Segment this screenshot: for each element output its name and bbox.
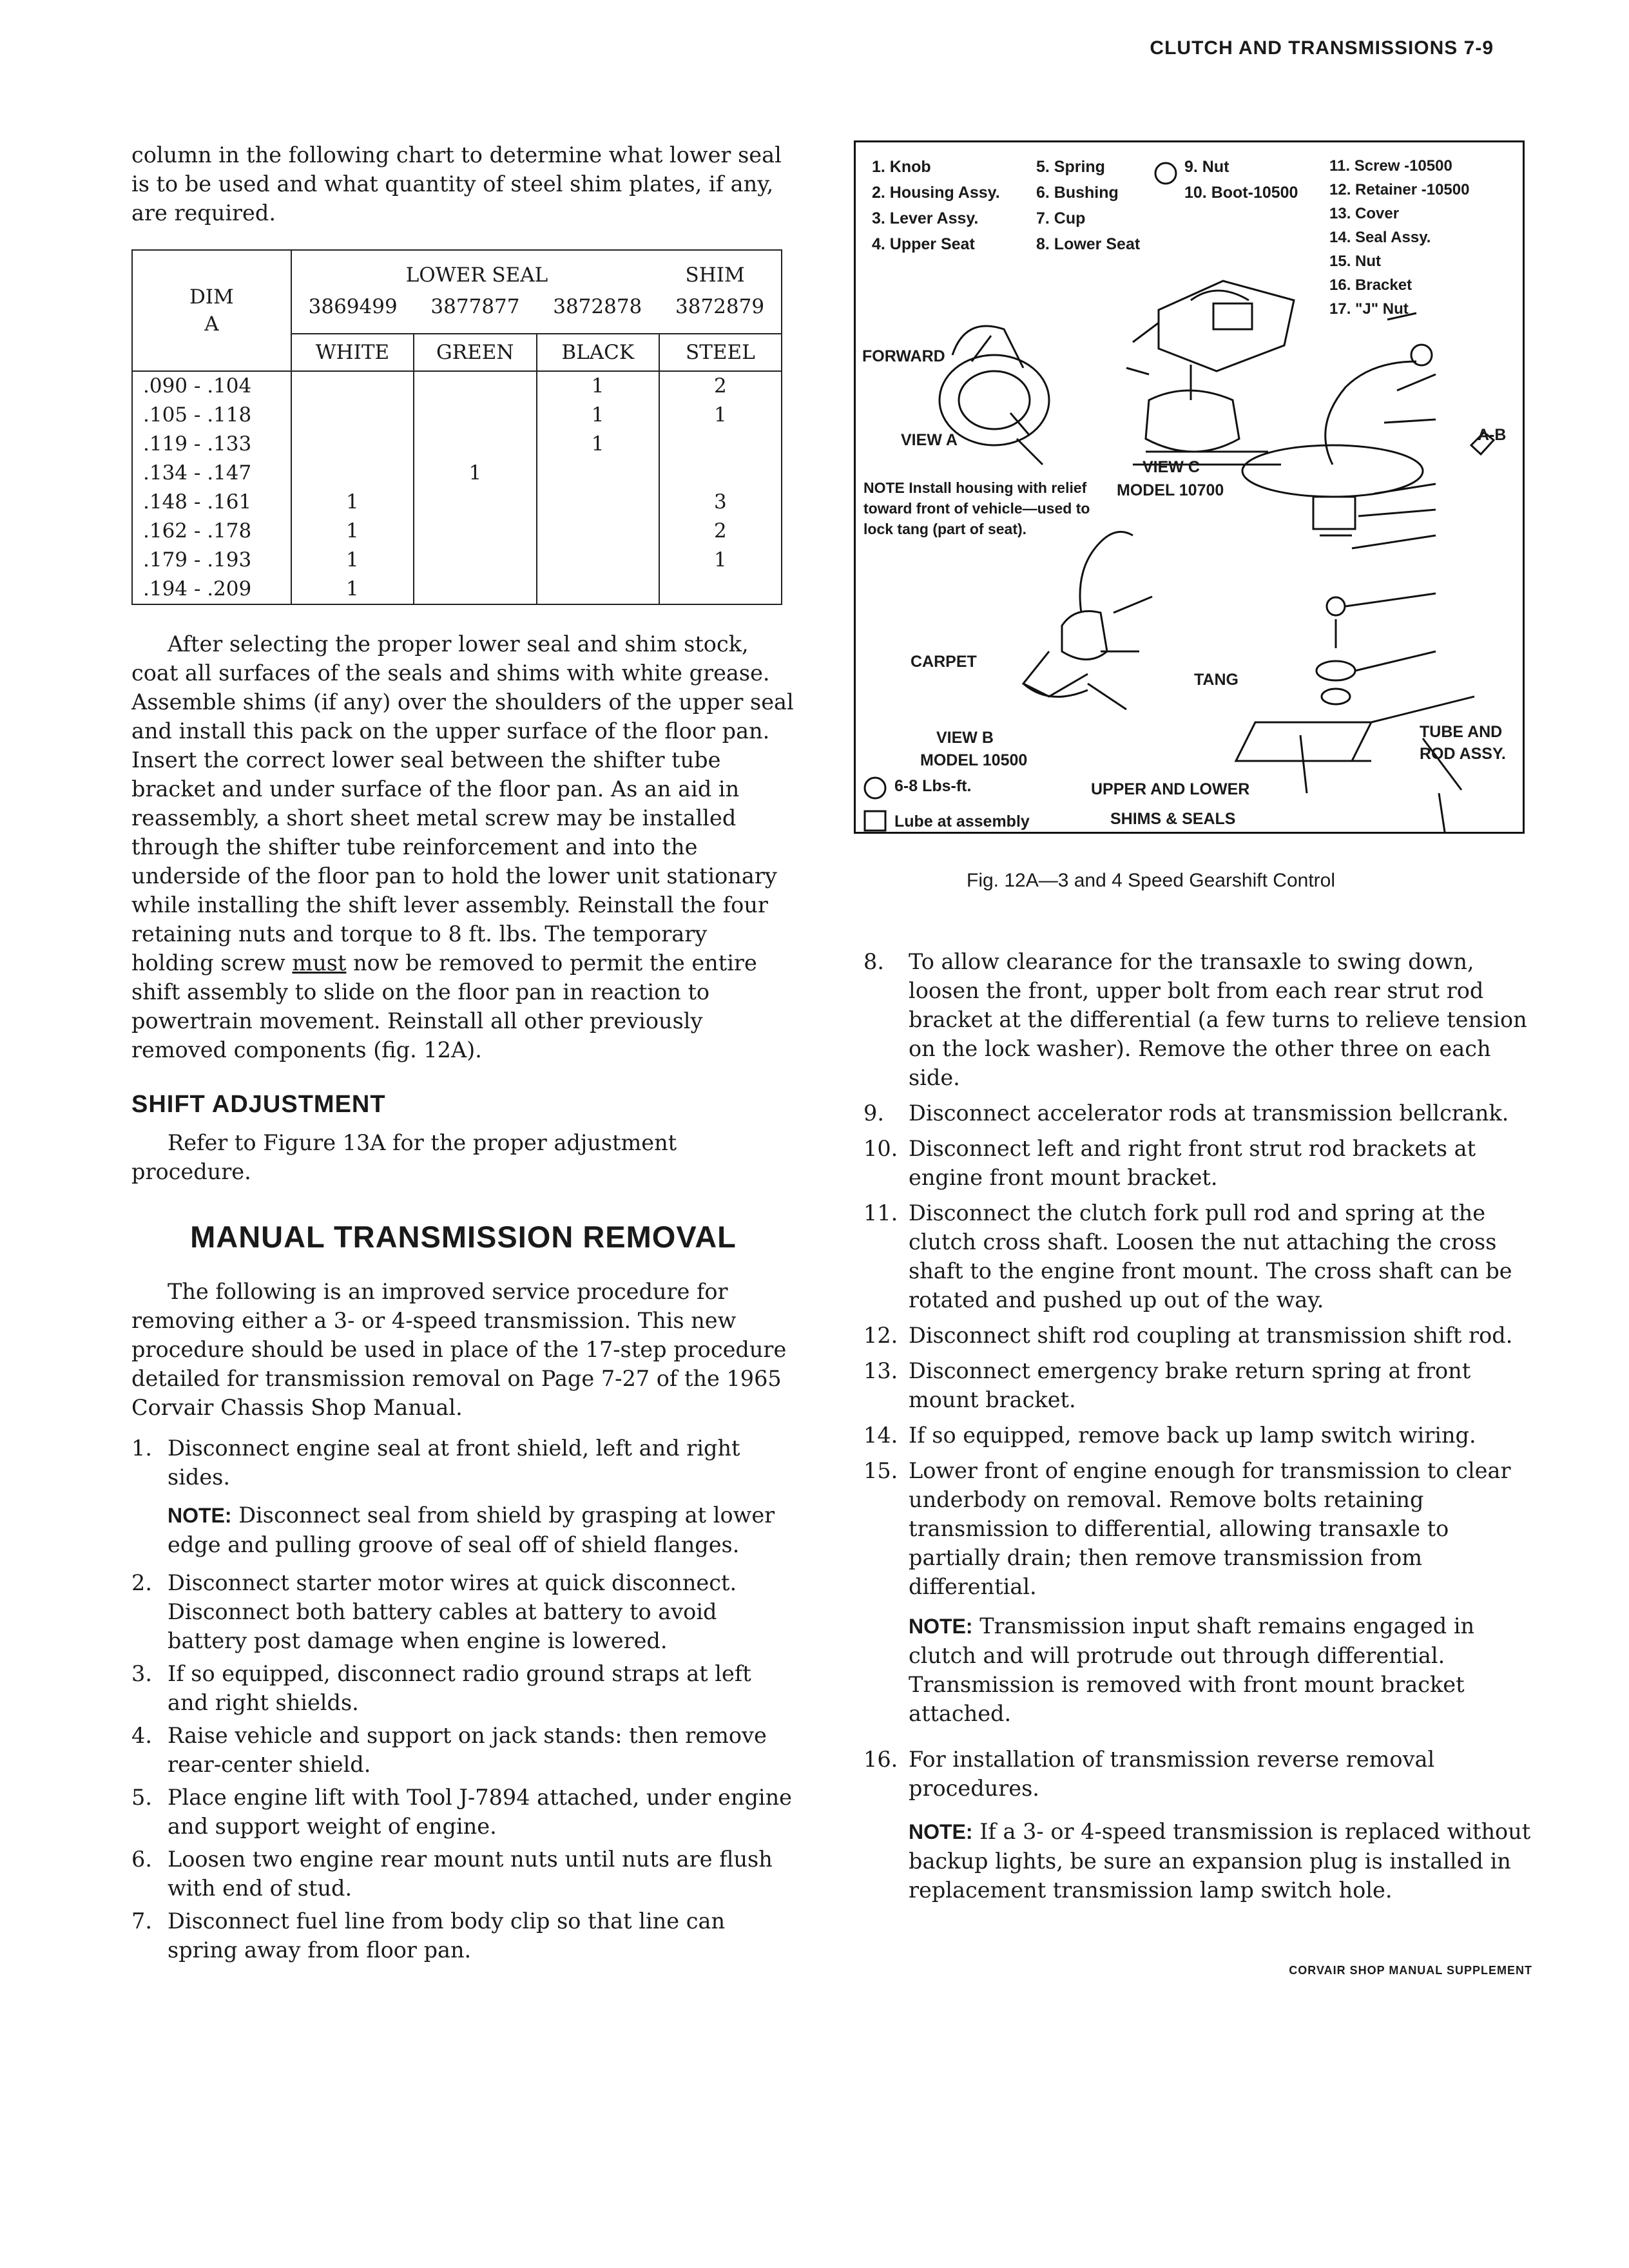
removal-intro: The following is an improved service procedure for removing either a 3- or 4-speed transmission. This new procedure should be used in place of the 17-step procedure detailed for transmission removal on Page 7-27 of the 1965 Corvair Chassis Shop Manual. (131, 1279, 787, 1420)
assembly-text-end: now be removed to permit the entire shift assembly to slide on the floor pan in reaction to powertrain movement. Reinstall all other previously removed components (fig. 12A). (131, 950, 757, 1062)
seal-row (132, 575, 782, 604)
view-c-label: VIEW C (1142, 458, 1200, 476)
seal-cell-green (414, 430, 536, 459)
tang-label: TANG (1194, 671, 1239, 689)
shift-adjustment-text: Refer to Figure 13A for the proper adjustment procedure. (131, 1130, 677, 1184)
install-note: NOTE Install housing with relief toward front of vehicle—used to lock tang (part of seat). (863, 479, 1090, 537)
figure-caption: Fig. 12A—3 and 4 Speed Gearshift Control (967, 870, 1335, 891)
legend-item: 9. Nut (1184, 158, 1229, 176)
step-number: 4. (131, 1723, 152, 1748)
step-14 (863, 1421, 1537, 1450)
seal-cell-steel: 1 (659, 546, 782, 575)
step-number: 13. (863, 1358, 898, 1383)
step-number: 9. (863, 1100, 884, 1126)
page-header: CLUTCH AND TRANSMISSIONS 7-9 (1150, 37, 1494, 59)
legend-col-1 (872, 154, 1000, 257)
seal-cell-white: 1 (291, 488, 414, 517)
step-number: 7. (131, 1908, 152, 1934)
step-text: Disconnect accelerator rods at transmission bellcrank. (909, 1100, 1509, 1126)
color-black: BLACK (537, 334, 659, 371)
legend-item: 15. Nut (1329, 253, 1382, 270)
legend-item: 12. Retainer -10500 (1329, 181, 1470, 198)
assembly-text: After selecting the proper lower seal and shim stock, coat all surfaces of the seals and shims with white grease. Assemble shims (if any) over the shoulders of the upper seal and install this pack on the upper surface of the floor pan. Insert the correct lower seal between the shifter tube bracket and under surface of the floor pan. As an aid in reassembly, a short sheet metal screw may be installed through the shifter tube reinforcement and into the underside of the floor pan to hold the lower unit stationary while installing the shift lever assembly. Reinstall the four retaining nuts and torque to 8 ft. lbs. The temporary holding screw (131, 631, 794, 975)
seal-cell-dim: .119 - .133 (132, 430, 291, 459)
note-label: NOTE: (909, 1615, 973, 1638)
step-number: 8. (863, 949, 884, 974)
seal-cell-white: 1 (291, 546, 414, 575)
torque-label: 6-8 Lbs-ft. (894, 777, 972, 795)
note-text: If a 3- or 4-speed transmission is replaced without backup lights, be sure an expansion plug is installed in replacement transmission lamp switch hole. (909, 1819, 1531, 1903)
legend-item: 8. Lower Seat (1036, 235, 1141, 253)
step-number: 6. (131, 1847, 152, 1872)
legend-item: 14. Seal Assy. (1329, 229, 1431, 246)
seal-cell-dim: .090 - .104 (132, 371, 291, 401)
view-a-label: VIEW A (901, 431, 958, 449)
seal-row (132, 430, 782, 459)
tube-rod-label: TUBE AND ROD ASSY. (1420, 723, 1506, 763)
seal-cell-green (414, 488, 536, 517)
carpet-label: CARPET (911, 653, 977, 671)
seal-cell-steel: 2 (659, 517, 782, 546)
seal-cell-steel: 2 (659, 371, 782, 401)
step-6 (131, 1845, 795, 1903)
removal-heading: MANUAL TRANSMISSION REMOVAL (190, 1220, 737, 1254)
seal-row (132, 459, 782, 488)
note-label: NOTE: (168, 1504, 232, 1527)
seal-cell-dim: .194 - .209 (132, 575, 291, 604)
step-15 (863, 1456, 1537, 1601)
step-15-note (909, 1611, 1537, 1728)
seal-cell-green (414, 401, 536, 430)
step-13 (863, 1356, 1537, 1414)
step-4 (131, 1721, 795, 1779)
note-label: NOTE: (909, 1820, 973, 1843)
step-3 (131, 1659, 795, 1717)
seal-cell-green (414, 546, 536, 575)
step-7 (131, 1907, 795, 1965)
steps-left-list (131, 1568, 795, 1965)
lube-label: Lube at assembly (894, 812, 1030, 831)
shims-seals-label: SHIMS & SEALS (1110, 810, 1236, 828)
step-number: 10. (863, 1136, 898, 1161)
seal-cell-black (537, 546, 659, 575)
seal-cell-green (414, 517, 536, 546)
seal-cell-black: 1 (537, 401, 659, 430)
seal-row (132, 401, 782, 430)
legend-item: 2. Housing Assy. (872, 184, 1000, 202)
gearshift-figure (854, 140, 1525, 834)
step-text: To allow clearance for the transaxle to swing down, loosen the front, upper bolt from each rear strut rod bracket at the differential (a few turns to relieve tension on the lock washer). Remove the other three on each side. (909, 949, 1527, 1090)
legend-col-2 (1036, 154, 1140, 257)
seal-cell-black: 1 (537, 430, 659, 459)
legend-item: 1. Knob (872, 158, 931, 176)
step-text: Place engine lift with Tool J-7894 attached, under engine and support weight of engine. (168, 1785, 792, 1839)
part-number: 3872878 (553, 295, 642, 318)
step-text: Disconnect shift rod coupling at transmission shift rod. (909, 1323, 1513, 1348)
seal-cell-green (414, 575, 536, 604)
seal-cell-dim: .148 - .161 (132, 488, 291, 517)
step-number: 11. (863, 1200, 898, 1225)
seal-cell-steel (659, 575, 782, 604)
seal-cell-steel (659, 459, 782, 488)
color-white: WHITE (291, 334, 414, 371)
forward-label: FORWARD (862, 347, 945, 365)
seal-cell-green (414, 371, 536, 401)
seal-cell-white: 1 (291, 575, 414, 604)
seal-cell-dim: .105 - .118 (132, 401, 291, 430)
seal-cell-white (291, 371, 414, 401)
upper-lower-label: UPPER AND LOWER (1091, 780, 1250, 798)
right-column (863, 947, 1537, 1905)
page-footer: CORVAIR SHOP MANUAL SUPPLEMENT (1289, 1964, 1532, 1977)
seal-cell-dim: .162 - .178 (132, 517, 291, 546)
part-number: 3872879 (675, 295, 765, 318)
assembly-paragraph (131, 629, 795, 1064)
step-9 (863, 1099, 1537, 1128)
legend-col-3 (1184, 154, 1298, 206)
step-text: Loosen two engine rear mount nuts until nuts are flush with end of stud. (168, 1847, 773, 1901)
ab-label: A-B (1478, 426, 1507, 444)
seal-cell-black (537, 488, 659, 517)
step-text: For installation of transmission reverse removal procedures. (909, 1747, 1435, 1801)
step-number: 14. (863, 1423, 898, 1448)
legend-item: 16. Bracket (1329, 276, 1412, 294)
color-steel: STEEL (659, 334, 782, 371)
shim-label: SHIM (685, 264, 745, 287)
step-number: 12. (863, 1323, 898, 1348)
legend-col-4 (1329, 154, 1469, 321)
step-11 (863, 1198, 1537, 1314)
note-text: Disconnect seal from shield by grasping at lower edge and pulling groove of seal off of shield flanges. (168, 1503, 775, 1557)
step-text: If so equipped, remove back up lamp switch wiring. (909, 1423, 1476, 1448)
seal-cell-dim: .179 - .193 (132, 546, 291, 575)
seal-cell-white (291, 430, 414, 459)
step-12 (863, 1321, 1537, 1350)
step-text: Disconnect starter motor wires at quick disconnect. Disconnect both battery cables at battery to avoid battery post damage when engine is lowered. (168, 1570, 737, 1653)
step-number: 2. (131, 1570, 152, 1595)
seal-cell-steel: 3 (659, 488, 782, 517)
step-8 (863, 947, 1537, 1092)
seal-row (132, 371, 782, 401)
step-text: If so equipped, disconnect radio ground straps at left and right shields. (168, 1661, 751, 1715)
step-number: 5. (131, 1785, 152, 1810)
step-text: Lower front of engine enough for transmission to clear underbody on removal. Remove bolts retaining transmission to differential, allowing transaxle to partially drain; then remove transmission from differential. (909, 1458, 1511, 1599)
view-b-label: VIEW B (936, 729, 994, 747)
legend-item: 13. Cover (1329, 205, 1400, 222)
seal-chart (131, 249, 782, 605)
seal-cell-white: 1 (291, 517, 414, 546)
step-5 (131, 1783, 795, 1841)
step-10 (863, 1134, 1537, 1192)
seal-cell-black: 1 (537, 371, 659, 401)
seal-cell-green: 1 (414, 459, 536, 488)
legend-item: 4. Upper Seat (872, 235, 975, 253)
color-green: GREEN (414, 334, 536, 371)
step-16-note (909, 1817, 1537, 1905)
step-number: 15. (863, 1458, 898, 1483)
shift-adjustment-heading: SHIFT ADJUSTMENT (131, 1091, 386, 1118)
part-number: 3877877 (430, 295, 520, 318)
legend-item: 7. Cup (1036, 209, 1086, 227)
seal-cell-black (537, 575, 659, 604)
step-text: Disconnect emergency brake return spring at front mount bracket. (909, 1358, 1471, 1412)
note-text: Transmission input shaft remains engaged in clutch and will protrude out through differential. Transmission is removed with front mount bracket attached. (909, 1613, 1475, 1726)
step-text: Disconnect engine seal at front shield, left and right sides. (168, 1436, 740, 1490)
seal-cell-black (537, 517, 659, 546)
lower-seal-label: LOWER SEAL (405, 264, 548, 287)
step-text: Disconnect fuel line from body clip so that line can spring away from floor pan. (168, 1908, 726, 1963)
legend-item: 11. Screw -10500 (1329, 157, 1452, 175)
model-10500-label: MODEL 10500 (920, 751, 1028, 769)
part-number: 3869499 (308, 295, 398, 318)
legend-item: 3. Lever Assy. (872, 209, 979, 227)
seal-row (132, 488, 782, 517)
seal-cell-white (291, 401, 414, 430)
seal-row (132, 517, 782, 546)
step-1 (131, 1434, 795, 1492)
dim-sub: A (204, 312, 219, 336)
seal-cell-steel (659, 430, 782, 459)
seal-cell-steel: 1 (659, 401, 782, 430)
step-1-note (168, 1501, 795, 1559)
step-number: 3. (131, 1661, 152, 1686)
step-text: Disconnect the clutch fork pull rod and spring at the clutch cross shaft. Loosen the nut attaching the cross shaft to the engine front mount. The cross shaft can be rotated and pushed up out of the way. (909, 1200, 1512, 1312)
legend-item: 6. Bushing (1036, 184, 1119, 202)
model-10700-label: MODEL 10700 (1117, 481, 1224, 499)
seal-row (132, 546, 782, 575)
step-text: Disconnect left and right front strut rod brackets at engine front mount bracket. (909, 1136, 1476, 1190)
step-number: 1. (131, 1436, 152, 1461)
steps-right-list (863, 947, 1537, 1601)
seal-cell-white (291, 459, 414, 488)
intro-paragraph: column in the following chart to determine what lower seal is to be used and what quantity of steel shim plates, if any, are required. (131, 142, 782, 226)
must-emphasis: must (292, 950, 347, 975)
dim-label: DIM (189, 285, 234, 309)
legend-item: 10. Boot-10500 (1184, 184, 1298, 202)
step-number: 16. (863, 1747, 898, 1772)
legend-item: 5. Spring (1036, 158, 1105, 176)
left-column (131, 140, 795, 1965)
seal-chart-body (132, 371, 782, 604)
seal-cell-black (537, 459, 659, 488)
step-2 (131, 1568, 795, 1655)
step-16 (863, 1745, 1537, 1803)
seal-cell-dim: .134 - .147 (132, 459, 291, 488)
legend-item: 17. "J" Nut (1329, 300, 1409, 318)
step-text: Raise vehicle and support on jack stands: then remove rear-center shield. (168, 1723, 767, 1777)
